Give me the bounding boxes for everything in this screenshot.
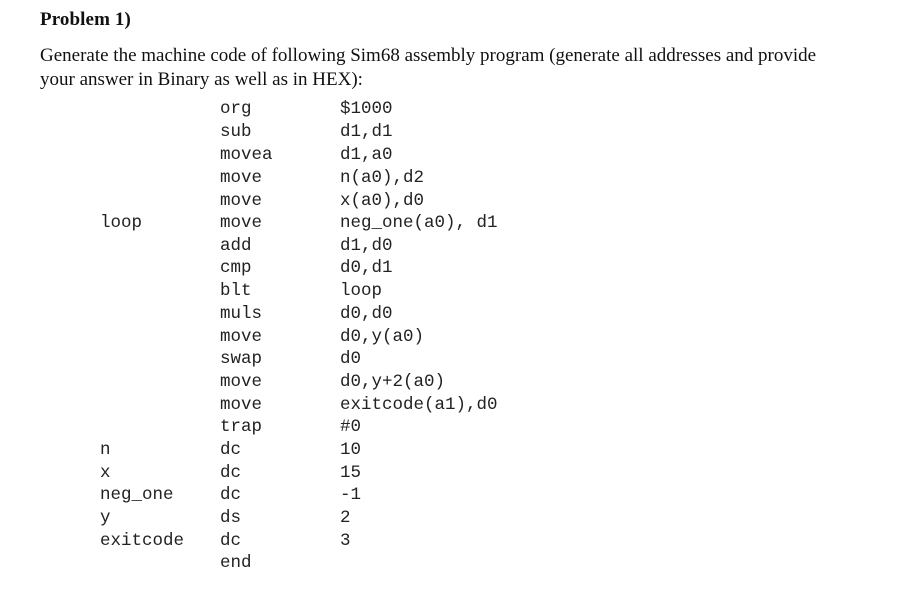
prompt-line-2: your answer in Binary as well as in HEX): xyxy=(40,69,363,90)
code-operand: exitcode(a1),d0 xyxy=(340,395,498,415)
code-opcode: move xyxy=(220,213,263,233)
code-opcode: dc xyxy=(220,463,242,483)
code-opcode: movea xyxy=(220,145,273,165)
prompt-line-1: Generate the machine code of following Sim68 assembly program (generate all addresses and provide xyxy=(40,45,817,66)
code-operand: d1,d1 xyxy=(340,122,393,142)
code-label: y xyxy=(100,508,111,528)
code-opcode: end xyxy=(220,553,252,573)
code-operand: d0 xyxy=(340,349,362,369)
code-opcode: move xyxy=(220,372,263,392)
code-opcode: ds xyxy=(220,508,242,528)
code-opcode: add xyxy=(220,236,252,256)
code-opcode: trap xyxy=(220,417,263,437)
code-operand: 15 xyxy=(340,463,362,483)
code-opcode: blt xyxy=(220,281,252,301)
code-opcode: move xyxy=(220,327,263,347)
code-label: loop xyxy=(100,213,143,233)
code-opcode: dc xyxy=(220,440,242,460)
code-opcode: org xyxy=(220,99,252,119)
code-opcode: cmp xyxy=(220,258,252,278)
problem-heading: Problem 1) xyxy=(40,9,131,30)
code-opcode: dc xyxy=(220,531,242,551)
code-opcode: move xyxy=(220,168,263,188)
code-label: neg_one xyxy=(100,485,174,505)
code-operand: -1 xyxy=(340,485,362,505)
code-label: n xyxy=(100,440,111,460)
code-operand: #0 xyxy=(340,417,362,437)
code-operand: loop xyxy=(340,281,383,301)
code-operand: neg_one(a0), d1 xyxy=(340,213,498,233)
code-operand: 3 xyxy=(340,531,351,551)
code-opcode: sub xyxy=(220,122,252,142)
code-operand: d0,y(a0) xyxy=(340,327,425,347)
code-operand: x(a0),d0 xyxy=(340,191,425,211)
code-operand: 10 xyxy=(340,440,362,460)
code-operand: 2 xyxy=(340,508,351,528)
code-operand: n(a0),d2 xyxy=(340,168,425,188)
code-operand: d1,d0 xyxy=(340,236,393,256)
code-operand: d1,a0 xyxy=(340,145,393,165)
code-operand: d0,d0 xyxy=(340,304,393,324)
code-opcode: dc xyxy=(220,485,242,505)
code-opcode: move xyxy=(220,191,263,211)
code-opcode: move xyxy=(220,395,263,415)
code-operand: d0,d1 xyxy=(340,258,393,278)
code-label: x xyxy=(100,463,111,483)
problem-prompt xyxy=(40,44,900,92)
code-operand: $1000 xyxy=(340,99,393,119)
code-opcode: swap xyxy=(220,349,263,369)
code-opcode: muls xyxy=(220,304,263,324)
code-operand: d0,y+2(a0) xyxy=(340,372,446,392)
code-label: exitcode xyxy=(100,531,185,551)
